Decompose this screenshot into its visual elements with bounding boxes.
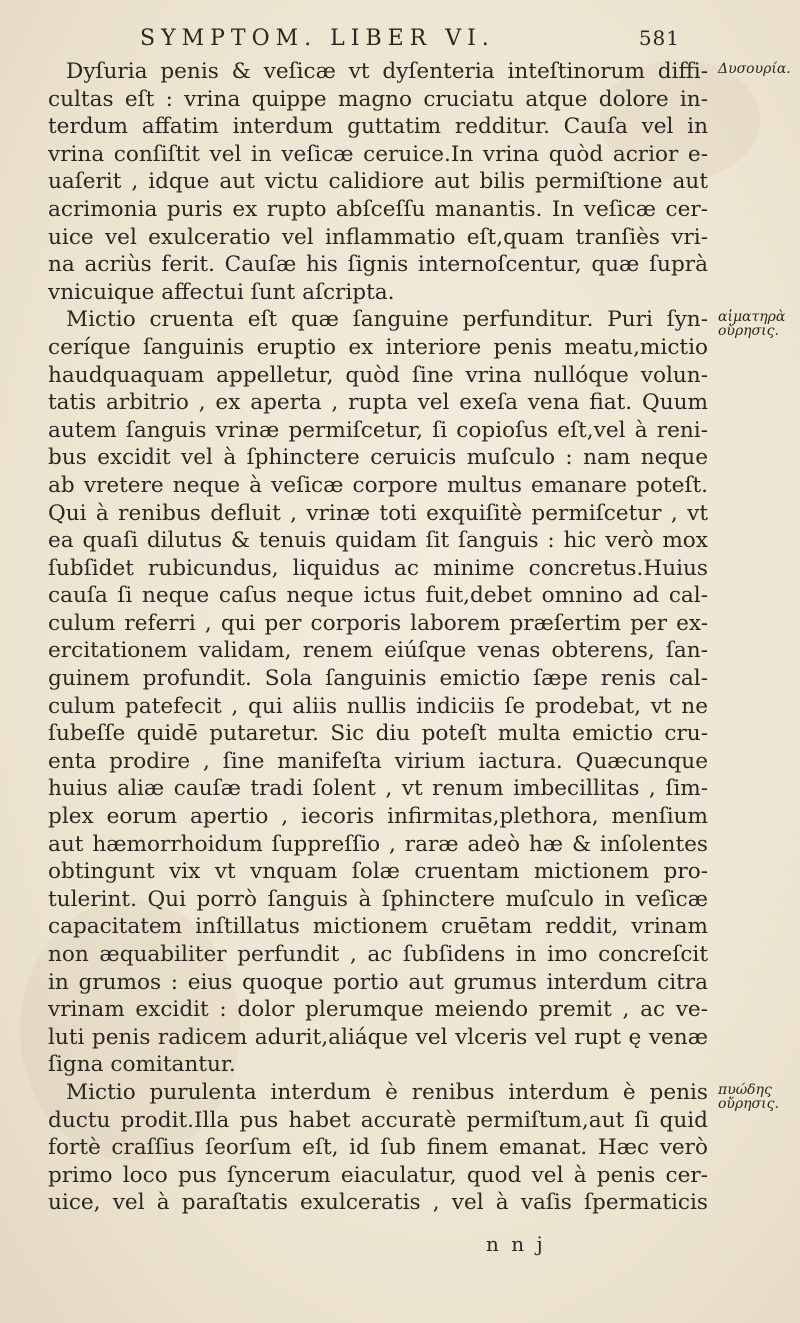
text-line: capacitatem inſtillatus mictionem cruētam reddit, vrinam bbox=[48, 914, 708, 940]
text-line: aut hæmorrhoidum ſuppreſſio , raræ adeò hæ & inſolentes bbox=[48, 831, 708, 857]
catchword: n n j bbox=[486, 1232, 546, 1256]
text-line: luti penis radicem adurit,aliáque vel vlceris vel rupt ę venæ bbox=[48, 1024, 708, 1050]
text-line: in grumos : eius quoque portio aut grumus interdum citra bbox=[48, 969, 708, 995]
text-line: enta prodire , ſine manifeſta virium iactura. Quæcunque bbox=[48, 748, 708, 774]
margin-note: αἱματηρὰ οὔρησις. bbox=[718, 309, 786, 340]
running-title: SYMPTOM. LIBER VI. bbox=[140, 26, 495, 51]
text-line: terdum affatim interdum guttatim redditur. Cauſa vel in bbox=[48, 114, 708, 140]
text-line: ceríque ſanguinis eruptio ex interiore penis meatu,mictio bbox=[48, 334, 708, 360]
text-line: vnicuique affectui ſunt aſcripta. bbox=[48, 279, 395, 305]
text-line: cauſa ſi neque caſus neque ictus fuit,debet omnino ad cal- bbox=[48, 583, 708, 609]
margin-note: πυώδης οὔρησις. bbox=[718, 1082, 779, 1113]
text-line: Mictio cruenta eſt quæ ſanguine perfunditur. Puri ſyn- bbox=[66, 307, 708, 333]
text-line: ſubeſſe quidē putaretur. Sic diu poteſt multa emictio cru- bbox=[48, 721, 708, 747]
text-line: non æquabiliter perfundit , ac ſubſidens in imo concreſcit bbox=[48, 942, 708, 967]
text-line: Mictio purulenta interdum è renibus interdum è penis bbox=[66, 1079, 708, 1105]
text-line: autem ſanguis vrinæ permiſcetur, ſi copioſus eſt,vel à reni- bbox=[48, 417, 708, 443]
text-line: tulerint. Qui porrò ſanguis à ſphinctere muſculo in veſicæ bbox=[48, 886, 708, 912]
text-line: ſubſidet rubicundus, liquidus ac minime concretus.Huius bbox=[48, 555, 708, 581]
text-line: Dyſuria penis & veſicæ vt dyſenteria inteſtinorum diffi- bbox=[66, 59, 708, 84]
text-line: haudquaquam appelletur, quòd ſine vrina nullóque volun- bbox=[48, 362, 708, 388]
text-line: ductu prodit.Illa pus habet accuratè permiſtum,aut ſi quid bbox=[48, 1107, 708, 1133]
text-line: vrinam excidit : dolor plerumque meiendo premit , ac ve- bbox=[48, 997, 708, 1023]
running-header bbox=[140, 26, 680, 51]
text-line: vrina conſiſtit vel in veſicæ ceruice.In vrina quòd acrior e- bbox=[48, 141, 708, 167]
text-line: cultas eſt : vrina quippe magno cruciatu atque dolore in- bbox=[48, 86, 708, 112]
text-line: tatis arbitrio , ex aperta , rupta vel exeſa vena fiat. Quum bbox=[48, 390, 708, 416]
text-line: ab vretere neque à veſicæ corpore multus emanare poteſt. bbox=[48, 472, 708, 498]
text-line: ea quaſi dilutus & tenuis quidam ſit ſanguis : hic verò mox bbox=[48, 528, 708, 554]
text-line: huius aliæ cauſæ tradi ſolent , vt renum imbecillitas , ſim- bbox=[48, 776, 708, 802]
page-number: 581 bbox=[638, 26, 680, 50]
text-line: uice vel exulceratio vel inflammatio eſt,quam tranſiès vri- bbox=[48, 224, 708, 250]
text-line: bus excidit vel à ſphinctere ceruicis muſculo : nam neque bbox=[48, 445, 708, 471]
text-line: culum referri , qui per corporis laborem præſertim per ex- bbox=[48, 610, 708, 636]
text-line: ſigna comitantur. bbox=[48, 1052, 236, 1078]
text-line: ercitationem validam, renem eiúſque venas obterens, ſan- bbox=[48, 638, 708, 664]
text-line: culum patefecit , qui aliis nullis indiciis ſe prodebat, vt ne bbox=[48, 693, 708, 719]
text-line: acrimonia puris ex rupto abſceſſu manantis. In veſicæ cer- bbox=[48, 196, 708, 222]
text-line: obtingunt vix vt vnquam ſolæ cruentam mictionem pro- bbox=[48, 859, 708, 885]
text-line: uice, vel à paraſtatis exulceratis , vel à vaſis ſpermaticis bbox=[48, 1190, 708, 1216]
body-text bbox=[48, 58, 708, 1217]
text-line: Qui à renibus defluit , vrinæ toti exquiſitè permiſcetur , vt bbox=[48, 500, 708, 526]
text-line: fortè craſſius ſeorſum eſt, id ſub finem emanat. Hæc verò bbox=[48, 1135, 708, 1161]
text-line: na acriùs ferit. Cauſæ his ſignis internoſcentur, quæ ſuprà bbox=[48, 252, 708, 278]
text-line: plex eorum apertio , iecoris infirmitas,plethora, menſium bbox=[48, 804, 708, 830]
text-line: guinem profundit. Sola ſanguinis emictio ſæpe renis cal- bbox=[48, 666, 708, 692]
text-line: uaſerit , idque aut victu calidiore aut bilis permiſtione aut bbox=[48, 169, 708, 195]
margin-note: Δυσουρία. bbox=[718, 61, 791, 77]
text-line: primo loco pus ſyncerum eiaculatur, quod vel à penis cer- bbox=[48, 1162, 708, 1188]
